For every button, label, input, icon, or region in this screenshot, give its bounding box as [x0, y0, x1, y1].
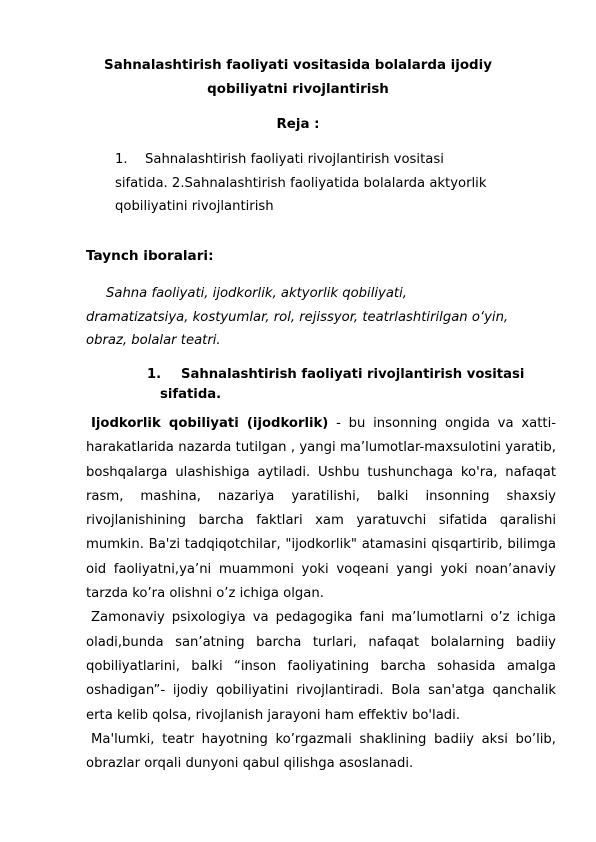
section-number: 1.	[147, 367, 162, 382]
section-heading-line-2: sifatida.	[160, 387, 222, 402]
keywords-list	[86, 282, 550, 353]
plan-item-line-1	[115, 148, 505, 172]
paragraph-3: Ma'lumki, teatr hayotning ko’rgazmali shaklining badiiy aksi bo’lib, obrazlar orqali dunyoni qabul qilishga asoslanadi.	[86, 731, 556, 772]
title-line-1: Sahnalashtirish faoliyati vositasida bolalarda ijodiy	[104, 58, 492, 73]
body-text	[86, 412, 556, 776]
document-title	[96, 54, 500, 102]
section-title-text: Sahnalashtirish faoliyati rivojlantirish vositasi	[181, 367, 525, 382]
plan-item-line-3: qobiliyatini rivojlantirish	[115, 199, 274, 214]
plan-list	[115, 148, 505, 219]
plan-item-line-2: sifatida. 2.Sahnalashtirish faoliyatida bolalarda aktyorlik	[115, 175, 487, 191]
plan-item-text-1: Sahnalashtirish faoliyati rivojlantirish vositasi	[145, 152, 444, 167]
paragraph-1-term: Ijodkorlik qobiliyati (ijodkorlik)	[91, 416, 329, 431]
plan-item-number: 1.	[115, 152, 128, 167]
keywords-line-1: Sahna faoliyati, ijodkorlik, aktyorlik qobiliyati,	[106, 286, 407, 301]
section-heading	[147, 365, 557, 405]
title-line-2: qobiliyatni rivojlantirish	[207, 82, 389, 97]
keywords-line-3: obraz, bolalar teatri.	[86, 333, 221, 348]
paragraph-2: Zamonaviy psixologiya va pedagogika fani ma’lumotlarni o’z ichiga oladi,bunda san’atning barcha turlari, nafaqat bolalarning badiiy qobiliyatlarini, balki “inson faoliyatining barcha sohasida amalga oshadigan”- ijodiy qobiliyatini rivojlantiradi. Bola san'atga qanchalik erta kelib qolsa, rivojlanish jarayoni ham effektiv bo'ladi.	[86, 610, 556, 723]
section-heading-line-1	[147, 365, 557, 385]
keywords-heading: Taynch iboralari:	[86, 248, 214, 264]
paragraph-1	[86, 412, 556, 606]
plan-heading: Reja :	[276, 117, 320, 132]
keywords-line-2: dramatizatsiya, kostyumlar, rol, rejissyor, teatrlashtirilgan o‘yin,	[86, 309, 509, 325]
paragraph-1-text: - bu insonning ongida va xatti-harakatlarida nazarda tutilgan , yangi ma’lumotlar-maxsulotini yaratib, boshqalarga ulashishiga aytiladi. Ushbu tushunchaga ko'ra, nafaqat rasm, mashina, nazariya yaratilishi, balki insonning shaxsiy rivojlanishining barcha faktlari xam yaratuvchi sifatida qaralishi mumkin. Ba'zi tadqiqotchilar, "ijodkorlik" atamasini qisqartirib, bilimga oid faoliyatni,ya’ni muammoni yoki voqeani yangi yoki noan’anaviy tarzda ko’ra olishni o’z ichiga olgan.	[86, 416, 556, 602]
